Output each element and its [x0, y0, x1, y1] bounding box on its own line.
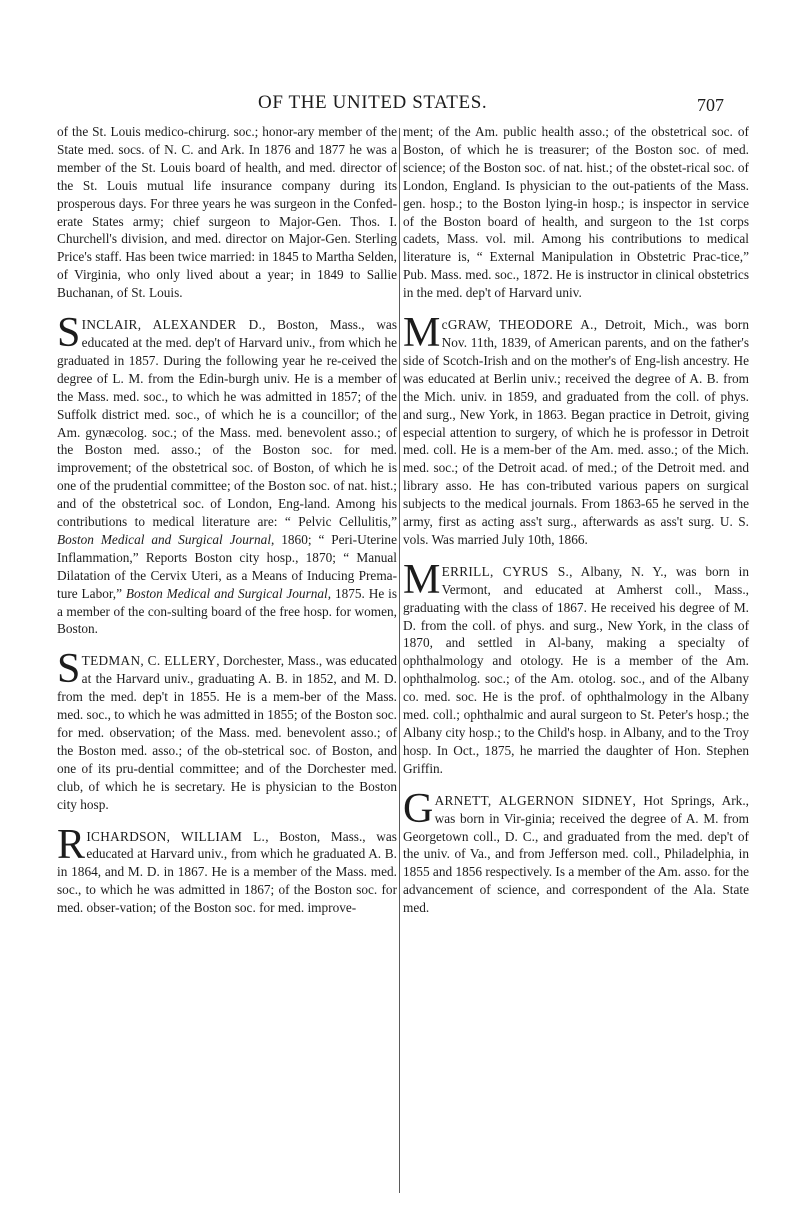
- entry-text: , 1875. He is a member of the con-sulting board of the free hosp. for women, Boston.: [57, 585, 398, 637]
- entry-name: MERRILL, CYRUS S.: [403, 556, 570, 603]
- running-head: OF THE UNITED STATES.: [258, 92, 488, 113]
- right-column: [403, 123, 749, 917]
- journal-title: Boston Medical and Surgical Journal: [125, 585, 328, 601]
- entry-name: RICHARDSON, WILLIAM L.: [57, 821, 266, 868]
- entry-text: , Hot Springs, Ark., was born in Vir-ginia; received the degree of A. M. from Georgetown coll., D. C., and graduated from the med. dep't of the univ. of Va., and from Jefferson med. coll., Philadelphia, in 1855 and 1856 respectively. Is a member of the Am. asso. for the advancement of science, and correspondent of the Ala. State med.: [403, 792, 749, 916]
- entry-name: McGRAW, THEODORE A.: [403, 310, 594, 357]
- entry-mcgraw: [403, 310, 749, 549]
- entry-text: , Boston, Mass., was educated at the med. dep't of Harvard univ., from which he graduated in 1857. During the following year he re-ceived the degree of L. M. from the Edin-burgh univ. He is a member of the Mass. med. soc., to which he was admitted in 1857; of the Suffolk district med. soc., of which he is a councillor; of the Am. gynæcolog. soc.; of the Mass. med. benevolent asso.; of the Boston med. asso.; of the Boston soc. for med. improvement; of the obstetrical soc. of Boston, of which he is one of the prudential committee; of the Boston soc. of nat. hist.; and of the obstetrical soc. of London, Eng-land. Among his contributions to medical literature are: “ Pelvic Cellulitis,”: [57, 317, 397, 530]
- continued-entry: ment; of the Am. public health asso.; of the obstetrical soc. of Boston, of which he is treasurer; of the Boston soc. of med. science; of the Boston soc. of nat. hist.; of the obstet-rical soc. of London, England. Is physician to the out-patients of the Mass. gen. hosp.; to the Boston lying-in hosp.; is inspector in service of the Boston board of health, and surgeon to the 1st corps cadets, Mass. vol. mil. Among his contributions to medical literature is, “ External Manipulation in Obstetric Prac-tice,” Pub. Mass. med. soc., 1872. He is instructor in clinical obstetrics in the med. dep't of Harvard univ.: [403, 124, 749, 301]
- column-divider: [399, 128, 400, 1193]
- entry-garnett: [403, 785, 749, 917]
- entry-text: , Albany, N. Y., was born in Vermont, and educated at Amherst coll., Mass., graduating with the class of 1867. He received his degree of M. D. from the coll. of phys. and surg., New York, in the class of 1870, and settled in Al-bany, making a specialty of ophthalmology and otology. He is a member of the Am. ophthalmolog. soc.; of the Am. otolog. soc., and of the Albany co. med. soc. He is the prof. of ophthalmology in the Albany med. coll.; ophthalmic and aural surgeon to St. Peter's hosp.; the Albany city hosp.; to the Child's hosp. in Albany, and to the Troy hosp. In Oct., 1875, he married the daughter of Hon. Stephen Griffin.: [403, 563, 749, 776]
- entry-name: SINCLAIR, ALEXANDER D.: [57, 310, 263, 357]
- entry-text: , Detroit, Mich., was born Nov. 11th, 1839, of American parents, and on the father's side of Scotch-Irish and on the mother's of Eng-lish ancestry. He was educated at Berlin univ.; received the degree of A. B. from the Mich. univ. in 1859, and graduated from the coll. of phys. and surg., New York, in 1863. Began practice in Detroit, giving especial attention to surgery, of which he is professor in Detroit med. coll. He is a mem-ber of the Am. med. asso.; of the Mich. med. soc.; of the Detroit acad. of med.; of the Detroit med. and library asso. He has con-tributed various papers on surgical subjects to the medical journals. From 1863-65 he served in the army, first as acting ass't surg., afterwards as ass't surg. U. S. vols. Was married July 10th, 1866.: [403, 317, 749, 547]
- entry-name: GARNETT, ALGERNON SIDNEY: [403, 785, 633, 832]
- entry-richardson: [57, 821, 397, 918]
- entry-sinclair: [57, 310, 398, 638]
- entry-merrill: [403, 556, 749, 778]
- entry-stedman: [57, 646, 397, 813]
- entry-text: , 1860; “ Peri-Uterine Inflammation,” Reports Boston city hosp., 1870; “ Manual Dilatation of the Cervix Uteri, as a Means of Inducing Prema-ture Labor,”: [57, 531, 397, 601]
- page-number: 707: [697, 95, 724, 115]
- entry-text: , Dorchester, Mass., was educated at the Harvard univ., graduating A. B. in 1852, and M. D. from the med. dep't in 1855. He is a mem-ber of the Mass. med. soc., to which he was admitted in 1855; of the Boston soc. for med. observation; of the Mass. med. benevolent asso.; of the Boston med. asso.; of the ob-stetrical soc. of Boston, and one of its pru-dential committee; and of the Dorchester med. club, of which he is secretary. He is physician to the Boston city hosp.: [57, 653, 397, 812]
- entry-name: STEDMAN, C. ELLERY: [57, 646, 217, 693]
- entry-text: , Boston, Mass., was educated at Harvard univ., from which he graduated A. B. in 1864, and M. D. in 1867. He is a member of the Mass. med. soc., to which he was admitted in 1867; of the Boston soc. for med. obser-vation; of the Boston soc. for med. improve-: [57, 828, 397, 916]
- left-column: [57, 123, 397, 917]
- journal-title: Boston Medical and Surgical Journal: [57, 531, 272, 547]
- continued-entry: of the St. Louis medico-chirurg. soc.; honor-ary member of the State med. socs. of N. C. and Ark. In 1876 and 1877 he was a member of the St. Louis board of health, and med. director of the St. Louis mutual life insurance company during its prosperous days. For three years he was surgeon in the Confed-erate States army; chief surgeon to Major-Gen. Thos. I. Churchell's division, and med. director on Major-Gen. Sterling Price's staff. Has been twice married: in 1845 to Martha Selden, of Virginia, who only lived about a year; in 1849 to Sallie Buchanan, of St. Louis.: [57, 124, 397, 301]
